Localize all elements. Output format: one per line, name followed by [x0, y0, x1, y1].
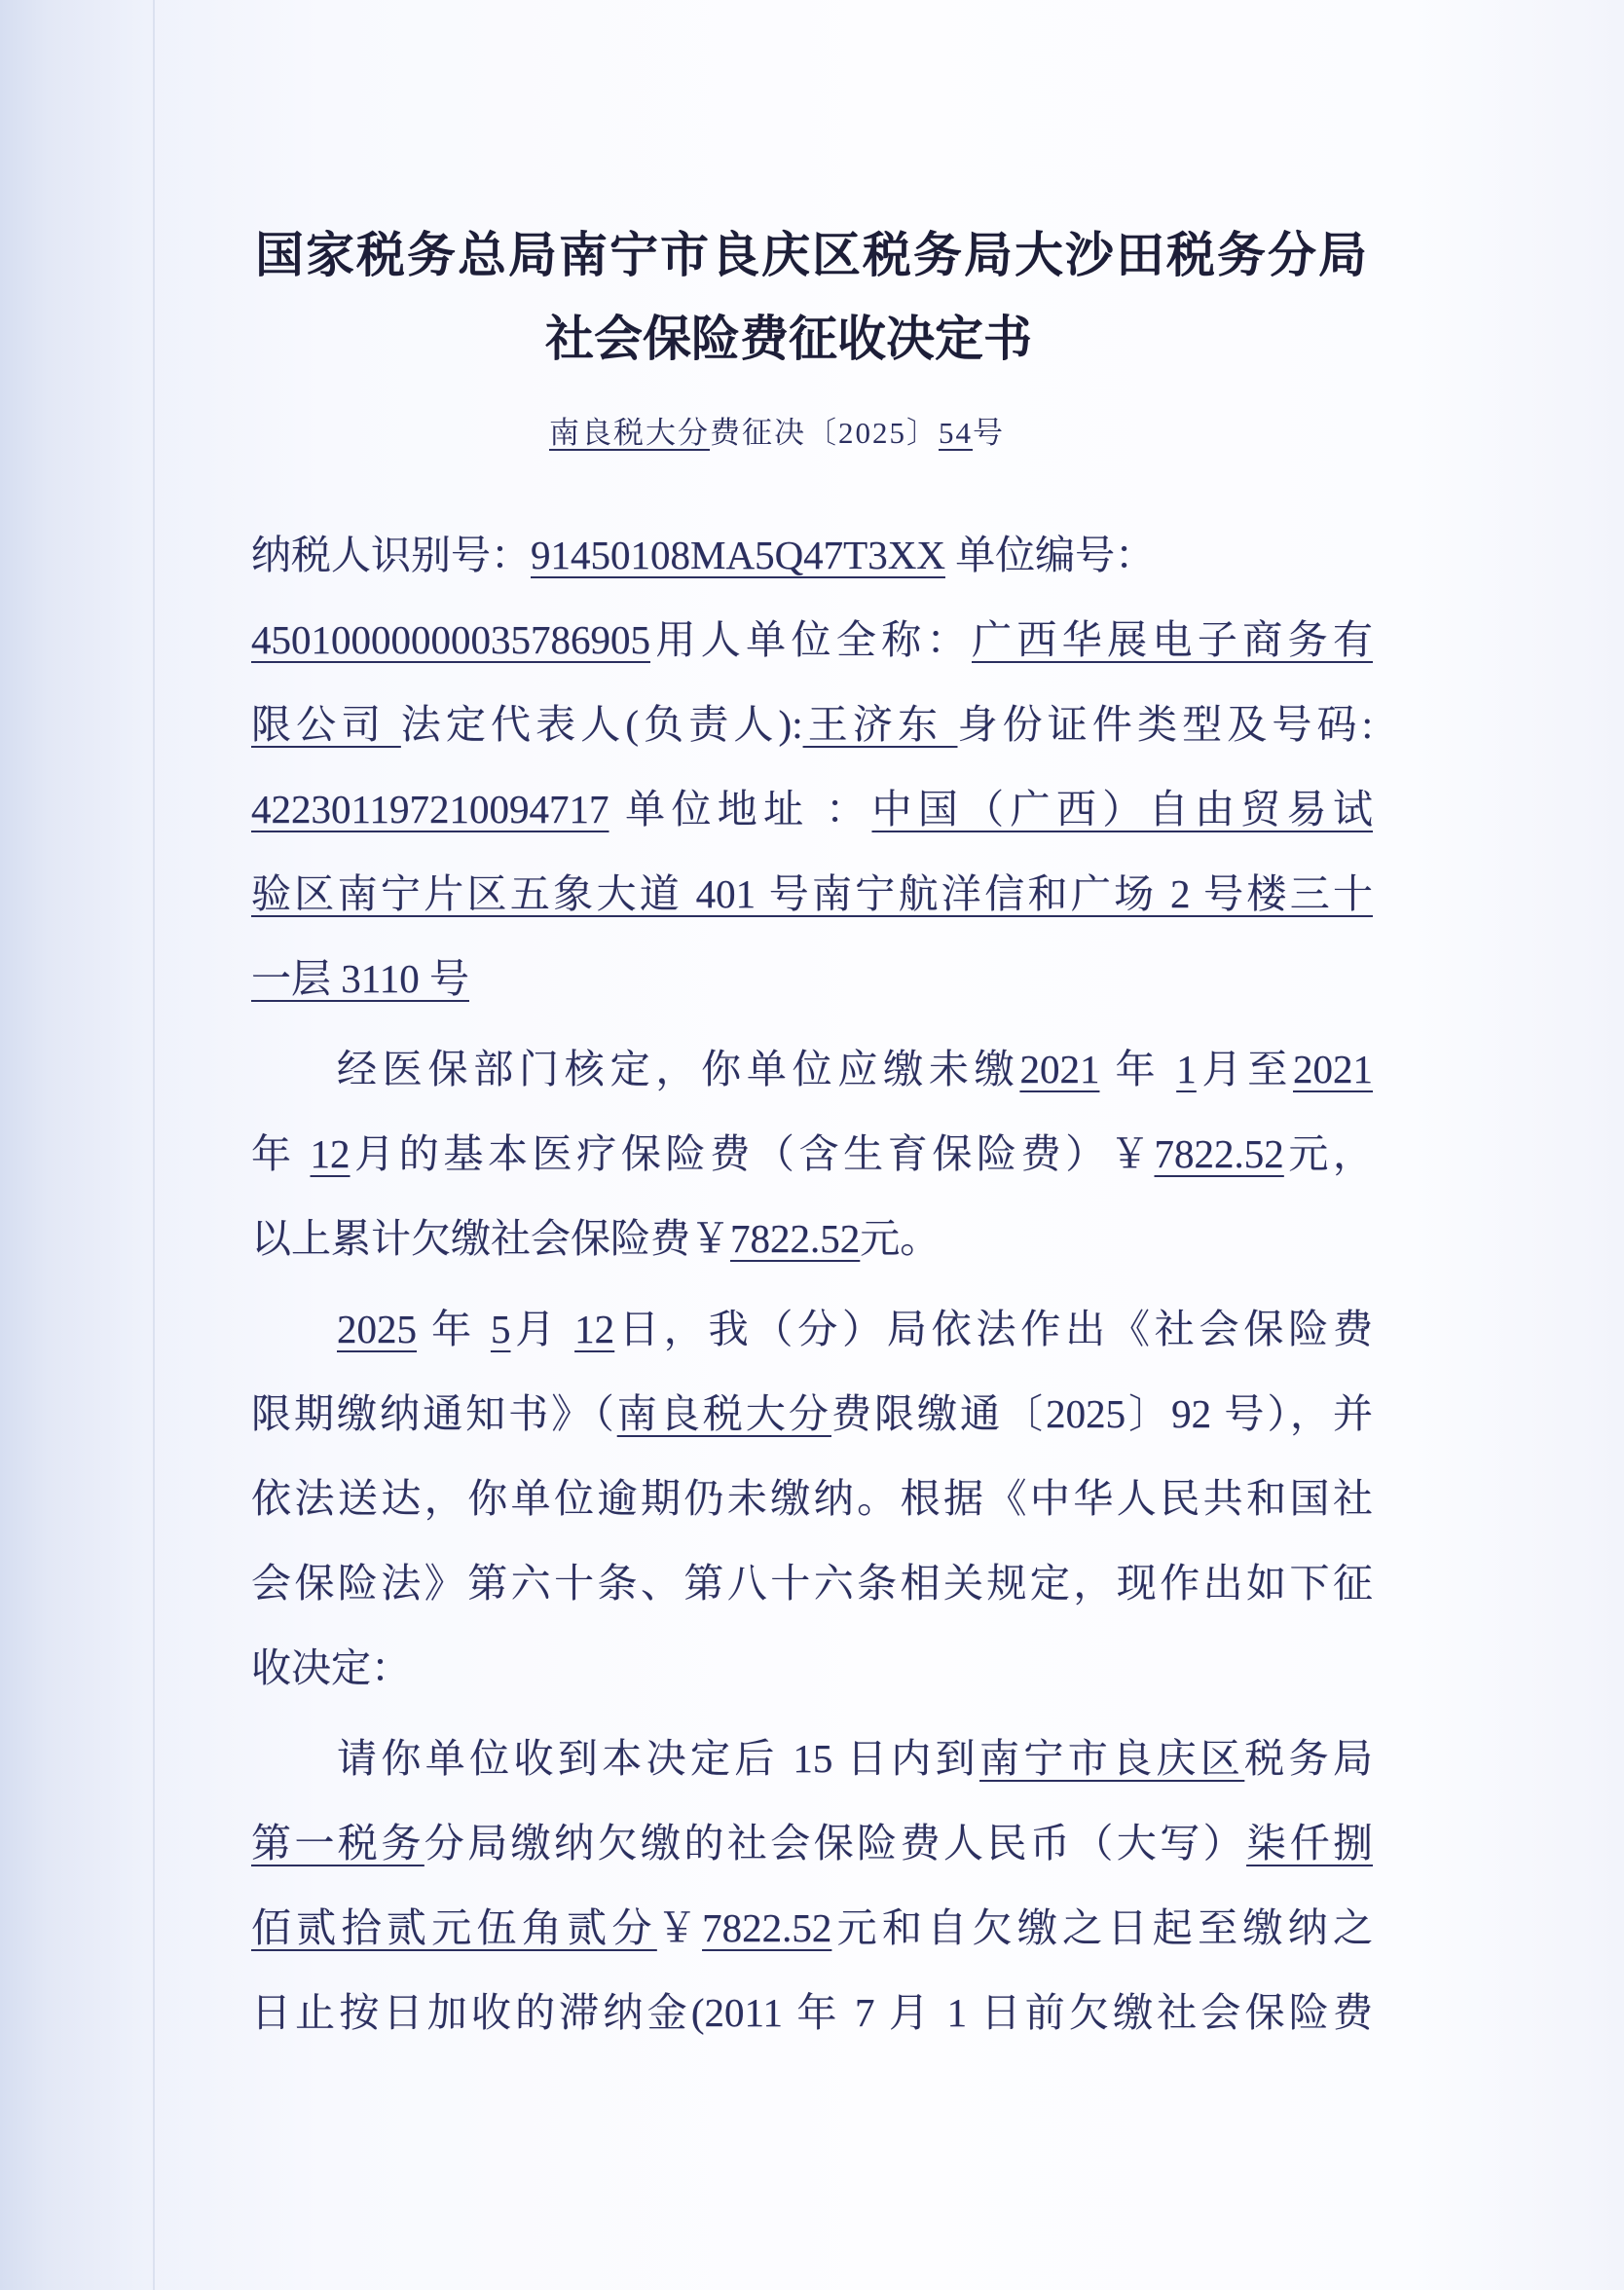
text-line	[251, 1971, 1373, 2055]
decision-body	[251, 513, 1373, 2055]
filled-value: 柒仟捌	[1246, 1821, 1374, 1865]
filled-value: 2021	[1293, 1047, 1374, 1091]
static-text: 年	[417, 1307, 491, 1351]
static-text: 单位编号：	[944, 533, 1156, 577]
text-line	[251, 1541, 1373, 1626]
static-text: ￥	[656, 1905, 703, 1950]
text-line	[251, 683, 1373, 767]
static-text: 以上累计欠缴社会保险费￥	[251, 1216, 730, 1261]
text-line	[251, 598, 1373, 683]
static-text: 月	[510, 1307, 575, 1351]
filled-value: 验区南宁片区五象大道 401 号南宁航洋信和广场 2 号楼三十	[251, 871, 1373, 916]
filled-value: 佰贰拾贰元伍角贰分	[251, 1905, 657, 1950]
static-text: 限期缴纳通知书》（	[251, 1391, 617, 1436]
filled-value: 5	[490, 1307, 511, 1351]
filled-value: 南宁市良庆区	[979, 1736, 1245, 1781]
filled-value: 一层 3110 号	[251, 956, 469, 1001]
filled-value: 南良税大分	[549, 416, 710, 450]
static-text: 经医保部门核定，你单位应缴未缴	[337, 1047, 1020, 1091]
filled-value: 南良税大分	[616, 1391, 831, 1436]
filled-value: 12	[310, 1131, 351, 1176]
static-text: 纳税人识别号：	[251, 533, 531, 577]
filled-value: 第一税务	[251, 1821, 424, 1865]
static-text: 号	[973, 416, 1005, 450]
filled-value: 广西华展电子商务有	[972, 617, 1373, 662]
text-line	[251, 1717, 1373, 1801]
text-line	[251, 1457, 1373, 1541]
filled-value: 2025	[337, 1307, 417, 1351]
filled-value: 王济东	[802, 702, 958, 747]
paragraph	[251, 1717, 1373, 2055]
text-line	[251, 1287, 1373, 1372]
paragraph	[251, 513, 1373, 1021]
static-text: 单位地址 ：	[609, 787, 872, 831]
text-line	[251, 767, 1373, 852]
filled-value: 54	[939, 416, 973, 450]
text-line	[251, 937, 1373, 1021]
static-text: 元，	[1283, 1131, 1374, 1176]
static-text: 税务局	[1244, 1736, 1374, 1781]
filled-value: 91450108MA5Q47T3XX	[531, 533, 945, 577]
static-text: 分局缴纳欠缴的社会保险费人民币（大写）	[424, 1821, 1247, 1865]
static-text: 依法送达，你单位逾期仍未缴纳。根据《中华人民共和国社	[251, 1476, 1373, 1521]
text-line	[251, 1112, 1373, 1197]
filled-value: 12	[574, 1307, 615, 1351]
static-text: 收决定：	[251, 1645, 411, 1690]
static-text: 日，我（分）局依法作出《社会保险费	[614, 1307, 1374, 1351]
text-line	[251, 1027, 1373, 1112]
text-line	[251, 1801, 1373, 1886]
text-line	[251, 1626, 1373, 1711]
filled-value: 限公司	[251, 702, 401, 747]
paragraph	[251, 1027, 1373, 1281]
static-text: 年	[251, 1131, 311, 1176]
static-text: 元。	[860, 1216, 941, 1261]
filled-value: 7822.52	[730, 1216, 861, 1261]
static-text: 请你单位收到本决定后 15 日内到	[337, 1736, 980, 1781]
document-number	[0, 409, 1589, 458]
text-line	[251, 1197, 1373, 1281]
filled-value: 45010000000035786905	[251, 617, 650, 662]
filled-value: 7822.52	[702, 1905, 832, 1950]
static-text: 费限缴通〔2025〕92 号），并	[830, 1391, 1374, 1436]
text-line	[251, 513, 1373, 598]
filled-value: 中国（广西）自由贸易试	[871, 787, 1374, 831]
filled-value: 1	[1176, 1047, 1197, 1091]
filled-value: 7822.52	[1154, 1131, 1284, 1176]
static-text: 法定代表人(负责人):	[400, 702, 803, 747]
issuing-authority-title: 国家税务总局南宁市良庆区税务局大沙田税务分局	[255, 228, 1369, 282]
text-line	[251, 1886, 1373, 1971]
text-line	[251, 1372, 1373, 1457]
static-text: 用人单位全称：	[650, 617, 972, 662]
static-text: 月的基本医疗保险费（含生育保险费）￥	[350, 1131, 1155, 1176]
document-type-title: 社会保险费征收决定书	[545, 312, 1032, 366]
static-text: 元和自欠缴之日起至缴纳之	[831, 1905, 1374, 1950]
static-text: 月至	[1196, 1047, 1294, 1091]
filled-value: 2021	[1019, 1047, 1100, 1091]
static-text: 身份证件类型及号码:	[957, 702, 1374, 747]
static-text: 日止按日加收的滞纳金(2011 年 7 月 1 日前欠缴社会保险费	[251, 1990, 1373, 2035]
static-text: 费征决〔2025〕	[710, 416, 939, 450]
text-line	[251, 852, 1373, 937]
paragraph	[251, 1287, 1373, 1711]
static-text: 会保险法》第六十条、第八十六条相关规定，现作出如下征	[251, 1561, 1373, 1606]
filled-value: 422301197210094717	[251, 787, 609, 831]
static-text: 年	[1099, 1047, 1177, 1091]
